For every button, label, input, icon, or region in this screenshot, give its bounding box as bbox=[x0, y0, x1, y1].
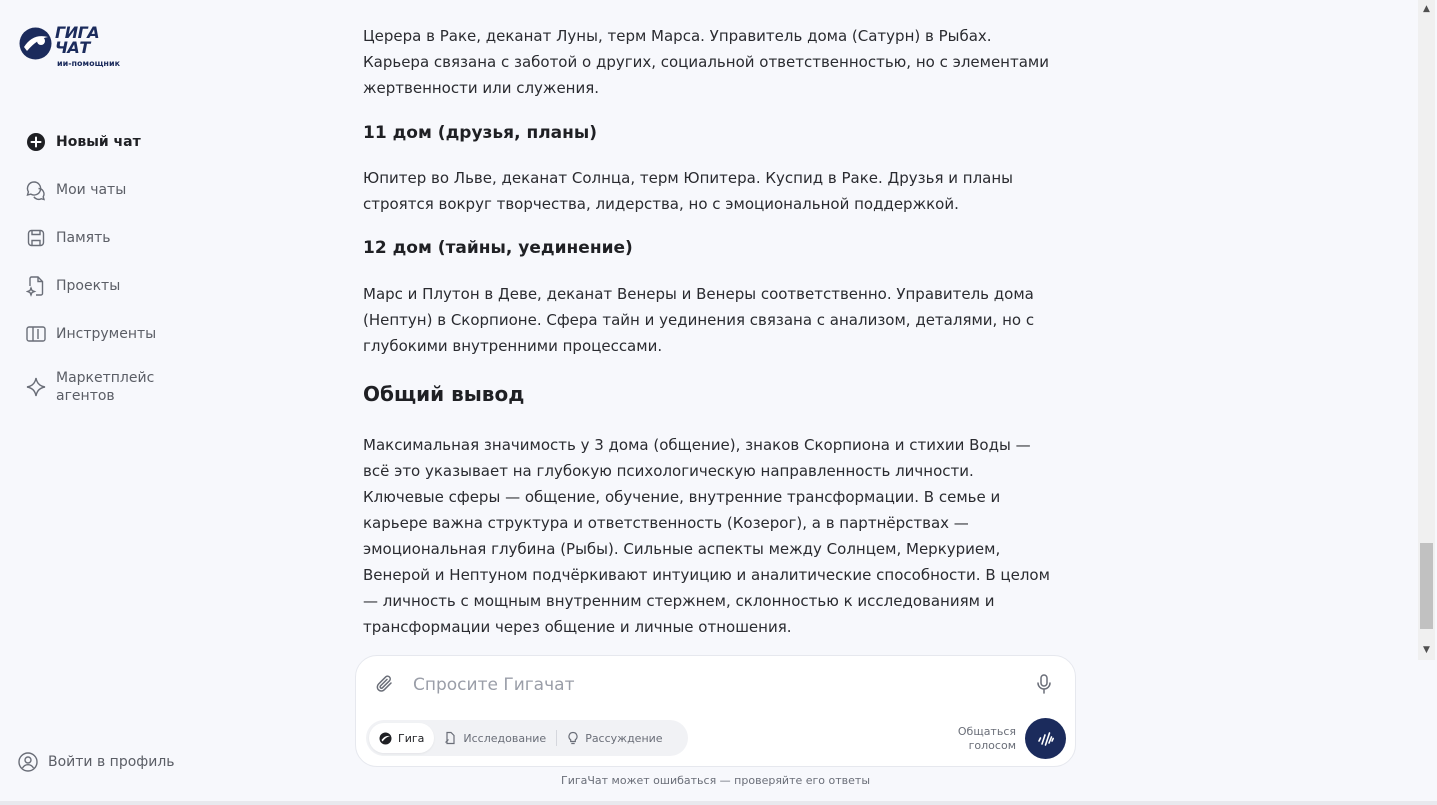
save-icon bbox=[24, 226, 48, 250]
message-paragraph: Марс и Плутон в Деве, деканат Венеры и Венеры соответственно. Управитель дома (Нептун) в Скорпионе. Сфера тайн и уединения связана с анализом, деталями, но с глубокими внутренними процессами. bbox=[363, 285, 1035, 355]
sidebar-item-label: Мои чаты bbox=[56, 182, 127, 198]
book-icon bbox=[24, 322, 48, 346]
sidebar-item-new-chat[interactable] bbox=[24, 118, 264, 166]
section-heading: 11 дом (друзья, планы) bbox=[363, 123, 598, 143]
message-composer bbox=[355, 655, 1076, 767]
logo-subtitle: ии-помощник bbox=[57, 59, 120, 68]
mode-research[interactable] bbox=[434, 723, 556, 753]
logo-line-1: ГИГА bbox=[55, 23, 100, 42]
research-mode-icon bbox=[444, 731, 457, 745]
voice-chat-label bbox=[926, 725, 1016, 753]
voice-label-line-2: голосом bbox=[968, 739, 1016, 752]
chat-bubbles-icon bbox=[24, 178, 48, 202]
sidebar-nav bbox=[24, 118, 264, 416]
summary-heading: Общий вывод bbox=[363, 382, 525, 406]
scroll-up-arrow-icon[interactable]: ▲ bbox=[1423, 3, 1430, 14]
sparkle-icon bbox=[24, 375, 48, 399]
paperclip-icon[interactable] bbox=[374, 673, 396, 699]
user-circle-icon bbox=[18, 752, 38, 772]
window-bottom-border bbox=[0, 801, 1437, 805]
section-heading: 12 дом (тайны, уединение) bbox=[363, 238, 633, 258]
giga-mode-icon bbox=[379, 732, 392, 745]
sound-wave-icon bbox=[1036, 730, 1056, 748]
scrollbar-thumb[interactable] bbox=[1420, 543, 1433, 629]
sidebar-item-tools[interactable] bbox=[24, 310, 264, 358]
plus-circle-icon bbox=[24, 130, 48, 154]
gigachat-logo-icon bbox=[19, 27, 52, 60]
sidebar-item-marketplace[interactable] bbox=[24, 358, 264, 416]
sidebar-item-my-chats[interactable] bbox=[24, 166, 264, 214]
mode-selector bbox=[366, 720, 688, 756]
sidebar-item-label: Маркетплейс агентов bbox=[56, 370, 155, 404]
mode-label: Гига bbox=[398, 731, 425, 745]
mode-reasoning[interactable] bbox=[557, 723, 672, 753]
sidebar-item-label: Новый чат bbox=[56, 134, 141, 150]
sidebar-item-projects[interactable] bbox=[24, 262, 264, 310]
chat-message bbox=[363, 0, 1053, 650]
prompt-input[interactable] bbox=[413, 670, 1013, 700]
vertical-scrollbar[interactable] bbox=[1418, 0, 1435, 660]
gigachat-logo[interactable] bbox=[19, 25, 129, 73]
message-paragraph: Максимальная значимость у 3 дома (общение), знаков Скорпиона и стихии Воды — всё это указывает на глубокую психологическую направленность личности. Ключевые сферы — общение, обучение, внутренние трансформации. В семье и карьере важна структура и ответственность (Козерог), а в партнёрствах — эмоциональная глубина (Рыбы). Сильные аспекты между Солнцем, Меркурием, Венерой и Нептуном подчёркивают интуицию и аналитические способности. В целом — личность с мощным внутренним стержнем, склонностью к исследованиям и трансформации через общение и личные отношения. bbox=[363, 436, 1050, 636]
voice-chat-button[interactable] bbox=[1025, 718, 1066, 759]
document-sparkle-icon bbox=[24, 274, 48, 298]
mode-label: Исследование bbox=[463, 731, 547, 745]
voice-label-line-1: Общаться bbox=[957, 725, 1016, 738]
message-paragraph: Юпитер во Льве, деканат Солнца, терм Юпитера. Куспид в Раке. Друзья и планы строятся вокруг творчества, лидерства, но с эмоциональной поддержкой. bbox=[363, 169, 1014, 213]
profile-label: Войти в профиль bbox=[48, 754, 175, 770]
microphone-icon[interactable] bbox=[1035, 673, 1053, 699]
lightbulb-icon bbox=[567, 731, 579, 745]
login-profile-button[interactable] bbox=[18, 752, 175, 772]
disclaimer-text: ГигаЧат может ошибаться — проверяйте его ответы bbox=[560, 774, 871, 787]
logo-wordmark bbox=[55, 25, 99, 55]
sidebar-item-label: Память bbox=[56, 230, 111, 246]
scroll-down-arrow-icon[interactable]: ▼ bbox=[1423, 644, 1430, 655]
sidebar bbox=[0, 0, 300, 805]
sidebar-item-memory[interactable] bbox=[24, 214, 264, 262]
mode-giga[interactable] bbox=[369, 723, 434, 753]
mode-label: Рассуждение bbox=[585, 731, 663, 745]
sidebar-item-label: Инструменты bbox=[56, 326, 157, 342]
message-paragraph: Церера в Раке, деканат Луны, терм Марса. Управитель дома (Сатурн) в Рыбах. Карьера связана с заботой о других, социальной ответственностью, но с элементами жертвенности или служения. bbox=[363, 27, 1049, 97]
sidebar-item-label: Проекты bbox=[56, 278, 121, 294]
logo-line-2: ЧАТ bbox=[55, 38, 90, 57]
